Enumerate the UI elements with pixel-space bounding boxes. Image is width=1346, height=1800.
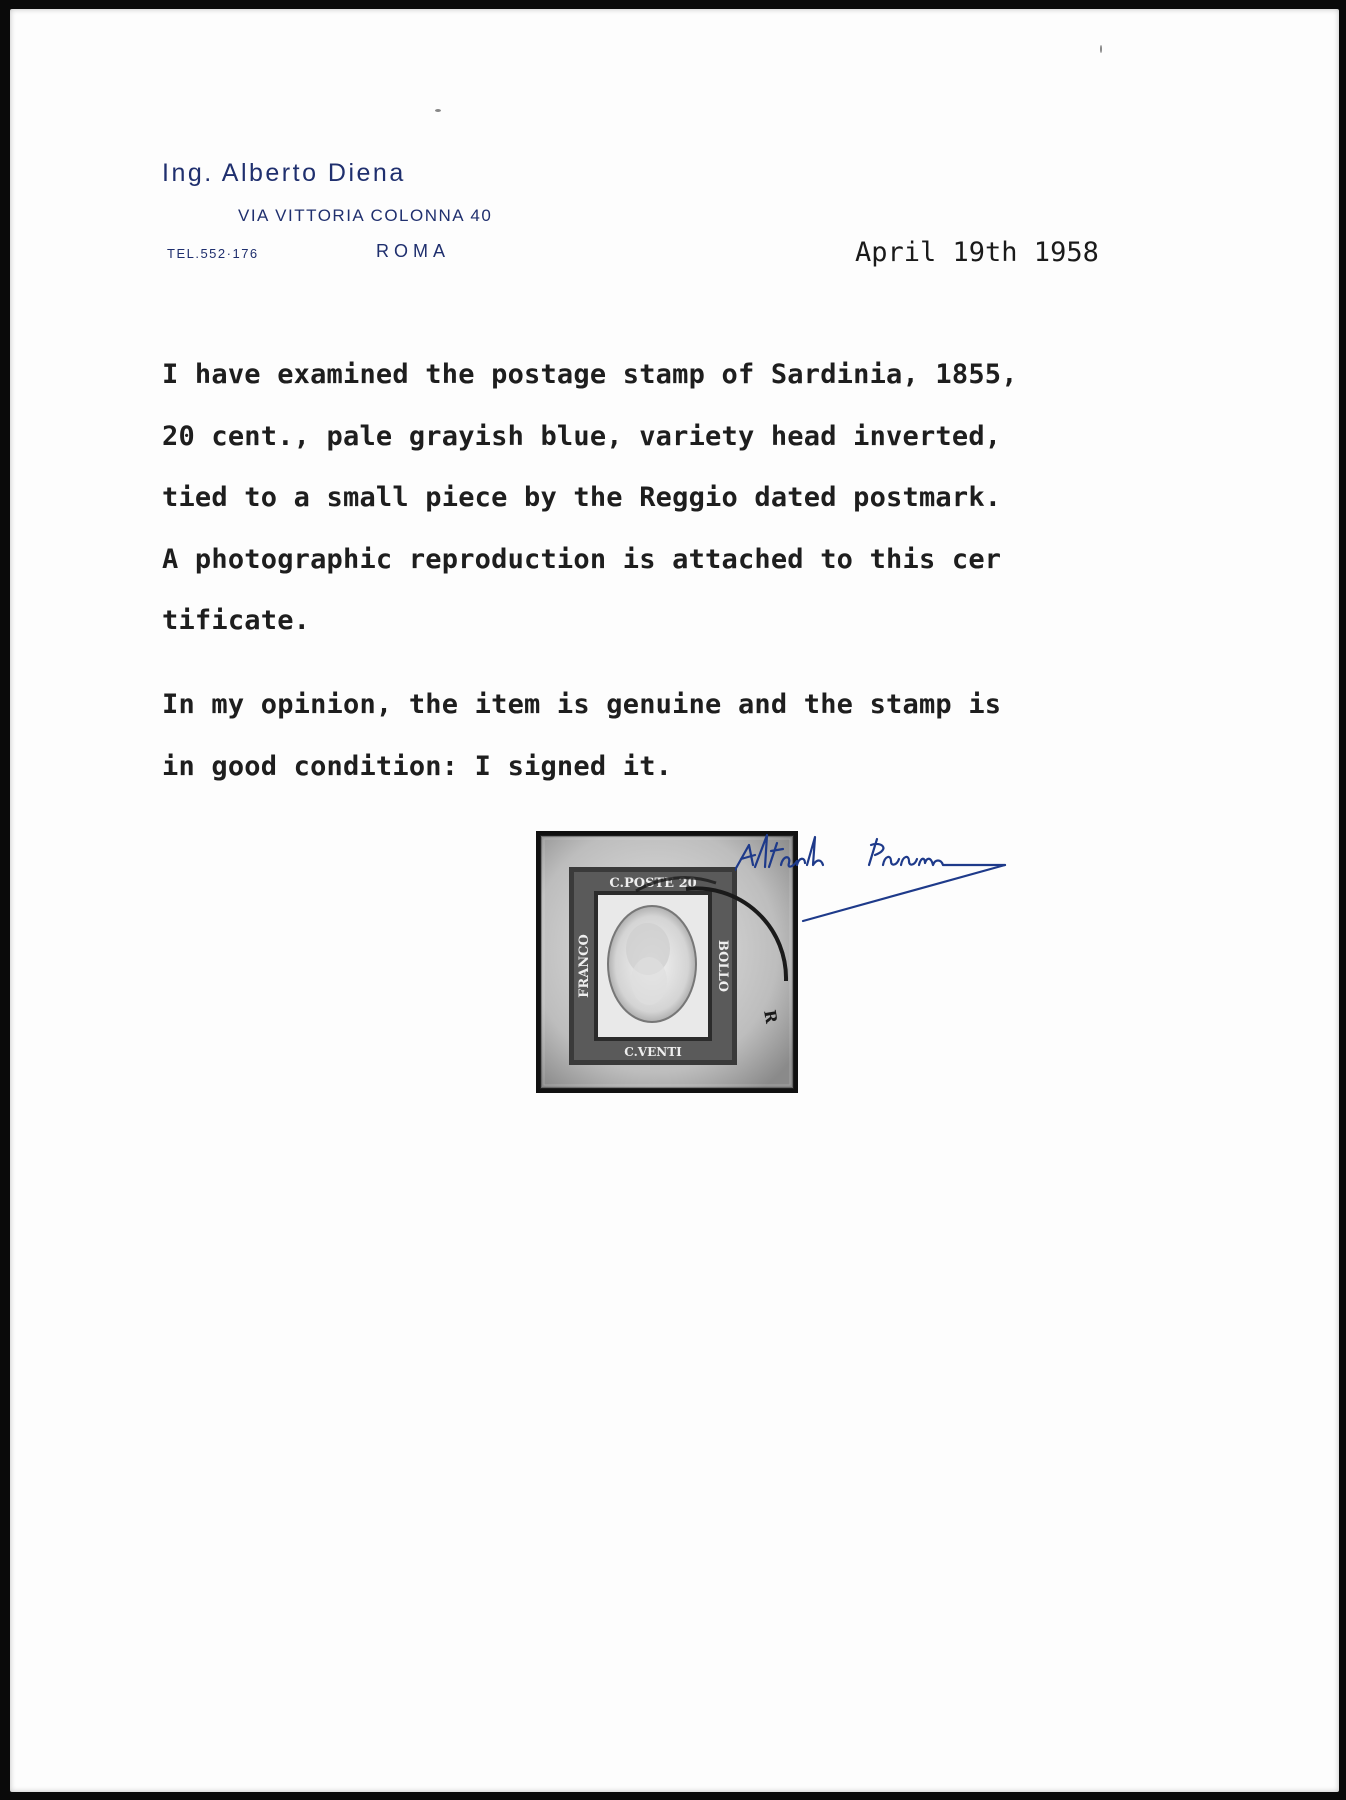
letterhead-telephone: TEL.552·176 — [167, 246, 259, 261]
certificate-date: April 19th 1958 — [855, 237, 1099, 268]
body-line: tied to a small piece by the Reggio dated postmark. — [162, 482, 1002, 513]
svg-text:FRANCO: FRANCO — [577, 934, 592, 998]
letterhead-name: Ing. Alberto Diena — [162, 159, 406, 187]
svg-text:BOLLO: BOLLO — [715, 939, 730, 993]
body-line: 20 cent., pale grayish blue, variety head inverted, — [162, 421, 1002, 452]
body-line: I have examined the postage stamp of Sardinia, 1855, — [162, 359, 1018, 390]
body-line: In my opinion, the item is genuine and the stamp is — [162, 689, 1002, 720]
svg-text:C.POSTE 20: C.POSTE 20 — [609, 876, 697, 891]
body-line: in good condition: I signed it. — [162, 751, 673, 782]
certificate-sheet — [10, 9, 1339, 1792]
paper-speck — [435, 109, 441, 112]
letterhead-street: VIA VITTORIA COLONNA 40 — [238, 206, 493, 225]
letterhead-city: ROMA — [376, 241, 450, 261]
body-line: tificate. — [162, 605, 311, 636]
paper-speck — [1100, 45, 1102, 53]
body-line: A photographic reproduction is attached to this cer — [162, 544, 1002, 575]
svg-text:C.VENTI: C.VENTI — [624, 1045, 682, 1059]
handwritten-signature — [735, 825, 1035, 925]
svg-text:R: R — [760, 1008, 782, 1025]
